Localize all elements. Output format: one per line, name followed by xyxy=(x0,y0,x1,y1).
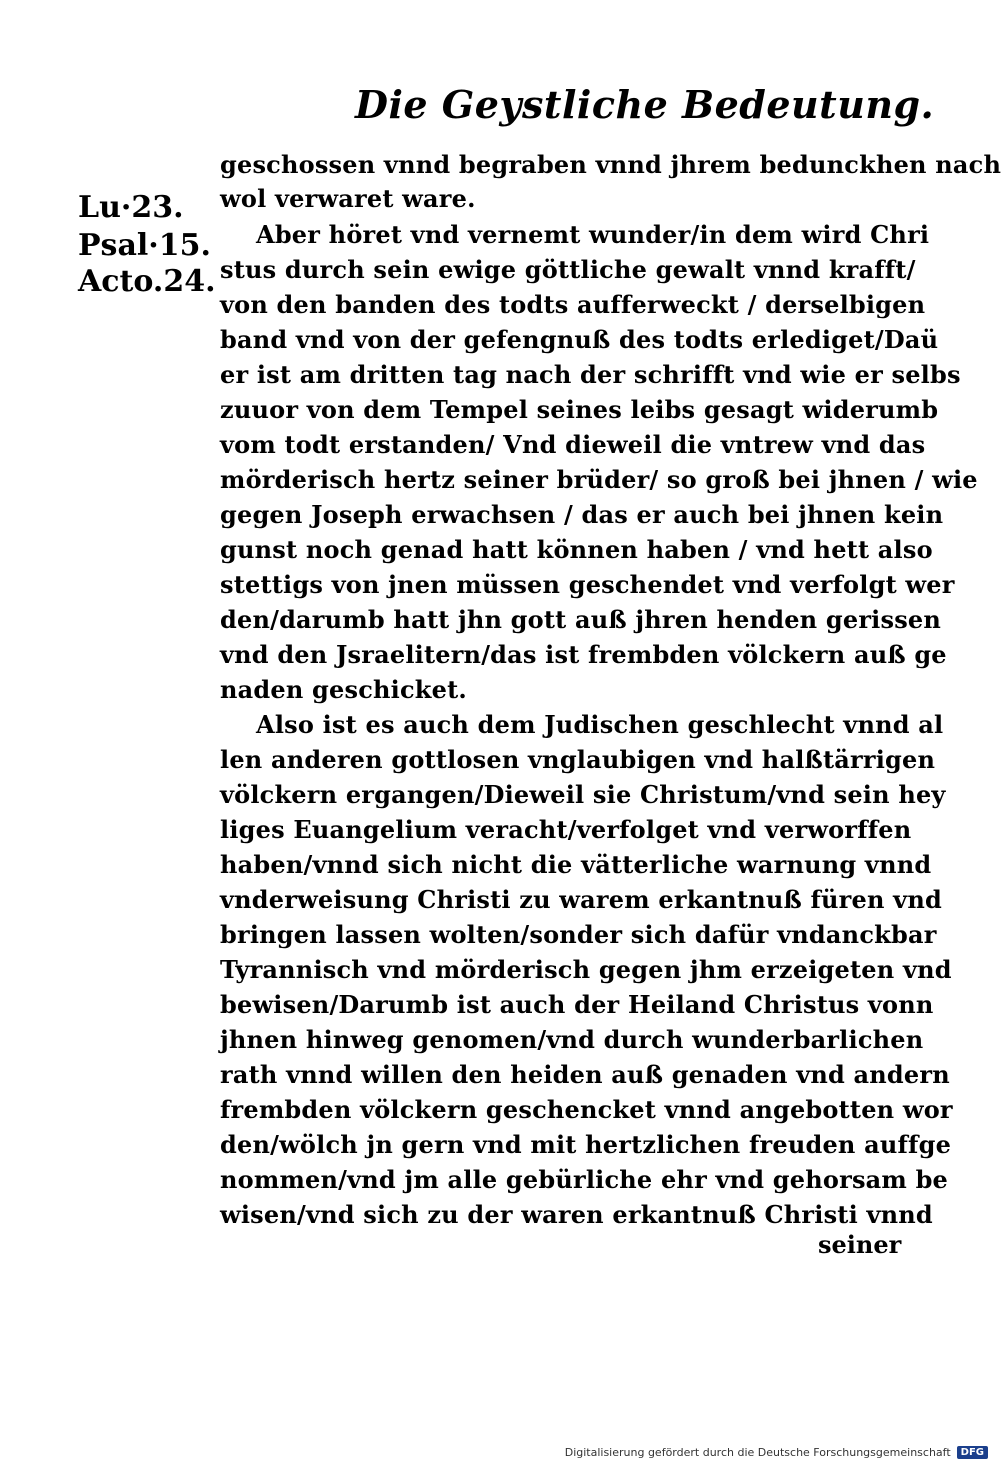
text-line: Also ist es auch dem Judischen geschlecht vnnd al xyxy=(256,710,944,739)
running-head: Die Geystliche Bedeutung. xyxy=(355,82,935,127)
text-line: zuuor von dem Tempel seines leibs gesagt widerumb xyxy=(220,395,939,424)
text-line: von den banden des todts aufferweckt / derselbigen xyxy=(220,290,926,319)
text-line: Aber höret vnd vernemt wunder/in dem wird Chri xyxy=(256,220,930,249)
text-line: nommen/vnd jm alle gebürliche ehr vnd gehorsam be xyxy=(220,1165,949,1194)
text-line: vnd den Jsraelitern/das ist frembden völckern auß ge xyxy=(220,640,947,669)
text-line: naden geschicket. xyxy=(220,675,467,704)
margin-note: Acto.24. xyxy=(78,264,216,299)
text-line: len anderen gottlosen vnglaubigen vnd halßtärrigen xyxy=(220,745,936,774)
margin-note: Lu·23. xyxy=(78,190,184,225)
text-line: wisen/vnd sich zu der waren erkantnuß Christi vnnd xyxy=(220,1200,933,1229)
text-line: den/wölch jn gern vnd mit hertzlichen freuden auffge xyxy=(220,1130,952,1159)
text-line: frembden völckern geschencket vnnd angebotten wor xyxy=(220,1095,953,1124)
text-line: rath vnnd willen den heiden auß genaden vnd andern xyxy=(220,1060,950,1089)
text-line: band vnd von der gefengnuß des todts erlediget/Daü xyxy=(220,325,939,354)
text-line: gunst noch genad hatt können haben / vnd hett also xyxy=(220,535,933,564)
text-line: bringen lassen wolten/sonder sich dafür vndanckbar xyxy=(220,920,937,949)
text-line: den/darumb hatt jhn gott auß jhren henden gerissen xyxy=(220,605,942,634)
text-line: er ist am dritten tag nach der schrifft vnd wie er selbs xyxy=(220,360,961,389)
text-line: vnderweisung Christi zu warem erkantnuß füren vnd xyxy=(220,885,942,914)
text-line: mörderisch hertz seiner brüder/ so groß bei jhnen / wie xyxy=(220,465,978,494)
text-line: bewisen/Darumb ist auch der Heiland Christus vonn xyxy=(220,990,934,1019)
digitization-credit xyxy=(565,1446,988,1459)
text-line: liges Euangelium veracht/verfolget vnd verworffen xyxy=(220,815,912,844)
text-line: stettigs von jnen müssen geschendet vnd verfolgt wer xyxy=(220,570,955,599)
credit-text: Digitalisierung gefördert durch die Deutsche Forschungsgemeinschaft xyxy=(564,1446,951,1459)
text-line: stus durch sein ewige göttliche gewalt vnnd krafft/ xyxy=(220,255,916,284)
text-line: haben/vnnd sich nicht die vätterliche warnung vnnd xyxy=(220,850,932,879)
text-line: gegen Joseph erwachsen / das er auch bei jhnen kein xyxy=(220,500,944,529)
text-line: Tyrannisch vnd mörderisch gegen jhm erzeigeten vnd xyxy=(220,955,952,984)
text-line: völckern ergangen/Dieweil sie Christum/vnd sein hey xyxy=(220,780,946,809)
text-line: geschossen vnnd begraben vnnd jhrem bedunckhen nach xyxy=(220,150,1001,179)
text-line: wol verwaret ware. xyxy=(220,184,476,213)
text-line: jhnen hinweg genomen/vnd durch wunderbarlichen xyxy=(220,1025,924,1054)
catchword: seiner xyxy=(818,1230,902,1259)
text-line: vom todt erstanden/ Vnd dieweil die vntrew vnd das xyxy=(220,430,926,459)
margin-note: Psal·15. xyxy=(78,228,211,263)
dfg-logo: DFG xyxy=(957,1446,988,1459)
